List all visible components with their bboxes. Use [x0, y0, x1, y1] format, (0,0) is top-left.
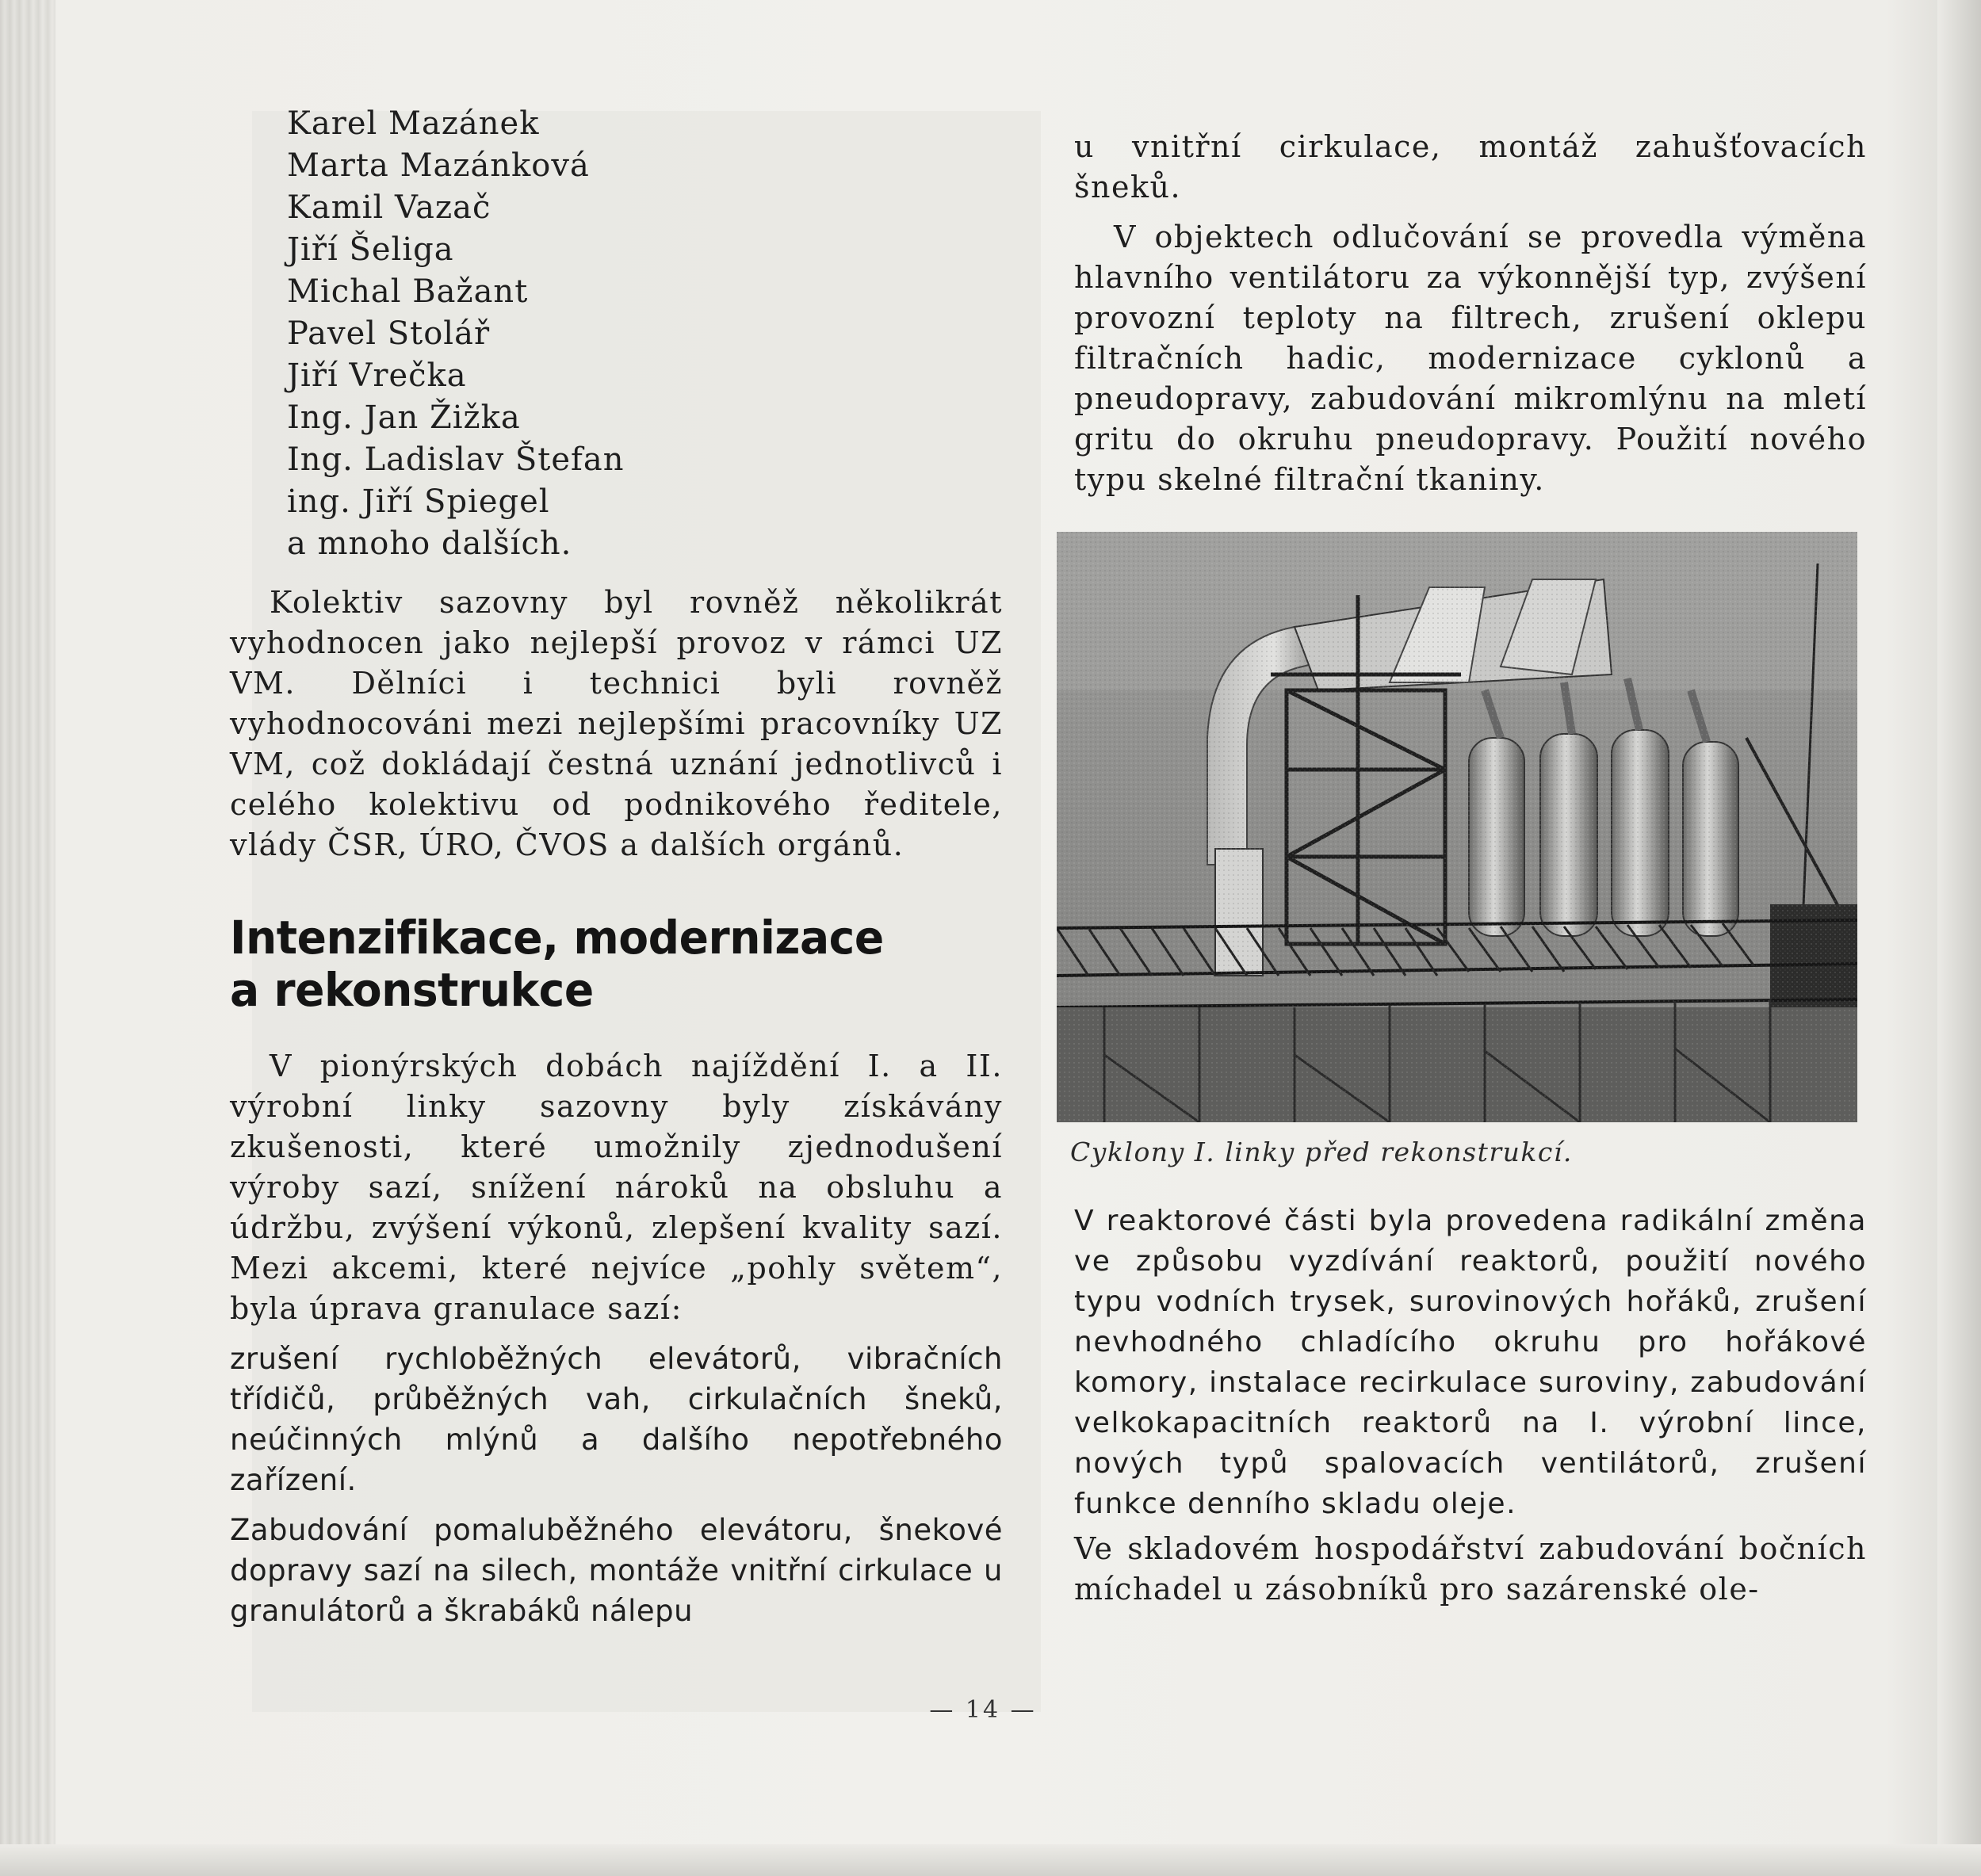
- cancellation-paragraph: zrušení rychloběžných elevátorů, vibračních třídičů, průběžných vah, cirkulačních šneků, neúčinných mlýnů a dalšího nepotřebného zařízení.: [230, 1342, 1003, 1497]
- name-list: [230, 103, 1003, 565]
- right-column: [1070, 127, 1867, 1610]
- photo-caption: Cyklony I. linky před rekonstrukcí.: [1070, 1137, 1573, 1167]
- separation-paragraph: V objektech odlučování se provedla výměna hlavního ventilátoru za výkonnější typ, zvýšení provozní teploty na filtrech, zrušení oklepu filtračních hadic, modernizace cyklonů a pneudopravy, zabudování mikromlýnu na mletí gritu do okruhu pneudopravy. Použití nového typu skelné filtrační tkaniny.: [1074, 220, 1867, 497]
- right-page-edge: [1937, 0, 1981, 1876]
- name-item: ing. Jiří Spiegel: [287, 483, 550, 520]
- pioneer-paragraph: V pionýrských dobách najíždění I. a II. výrobní linky sazovny byly získávány zkušenosti, které umožnily zjednodušení výroby sazí, snížení nároků na obsluhu a údržbu, zvýšení výkonů, zlepšení kvality sazí. Mezi akcemi, které nejvíce „pohly světem“, byla úprava granulace sazí:: [230, 1049, 1003, 1326]
- name-item: Ing. Jan Žižka: [287, 399, 521, 436]
- reactor-paragraph: V reaktorové části byla provedena radikální změna ve způsobu vyzdívání reaktorů, použití nového typu vodních trysek, surovinových hořáků, zrušení nevhodného chladícího okruhu pro hořákové komory, instalace recirkulace suroviny, zabudování velkokapacitních reaktorů na I. výrobní lince, nových typů spalovacích ventilátorů, zrušení funkce denního skladu oleje.: [1074, 1205, 1867, 1520]
- installation-paragraph: Zabudování pomaluběžného elevátoru, šnekové dopravy sazí na silech, montáže vnitřní cirkulace u granulátorů a škrabáků nálepu: [230, 1513, 1003, 1628]
- heading-line-1: Intenzifikace, modernizace: [230, 911, 884, 965]
- continuation-paragraph: u vnitřní cirkulace, montáž zahušťovacích šneků.: [1074, 129, 1867, 204]
- name-item: Jiří Šeliga: [287, 231, 454, 268]
- name-item: Marta Mazánková: [287, 147, 590, 184]
- cyclone-photo: [1057, 532, 1857, 1122]
- name-item: a mnoho dalších.: [287, 525, 572, 562]
- collective-paragraph: Kolektiv sazovny byl rovněž několikrát vyhodnocen jako nejlepší provoz v rámci UZ VM. Dělníci i technici byli rovněž vyhodnocováni mezi nejlepšími pracovníky UZ VM, což dokládají čestná uznání jednotlivců i celého kolektivu od podnikového ředitele, vlády ČSR, ÚRO, ČVOS a dalších orgánů.: [230, 585, 1003, 862]
- name-item: Michal Bažant: [287, 273, 529, 310]
- storage-paragraph: Ve skladovém hospodářství zabudování bočních míchadel u zásobníků pro sazárenské ole-: [1074, 1531, 1867, 1607]
- industrial-structure-illustration: [1057, 532, 1857, 1122]
- left-column: [230, 103, 1003, 1631]
- bottom-page-edge: [0, 1844, 1981, 1876]
- name-item: Pavel Stolář: [287, 315, 491, 352]
- heading-line-2: a rekonstrukce: [230, 963, 594, 1017]
- page-number: — 14 —: [929, 1696, 1037, 1724]
- section-heading: [230, 911, 964, 1016]
- left-page-edge: [0, 0, 55, 1876]
- name-item: Karel Mazánek: [287, 105, 540, 142]
- name-item: Kamil Vazač: [287, 189, 491, 226]
- name-item: Jiří Vrečka: [287, 357, 467, 394]
- name-item: Ing. Ladislav Štefan: [287, 441, 625, 478]
